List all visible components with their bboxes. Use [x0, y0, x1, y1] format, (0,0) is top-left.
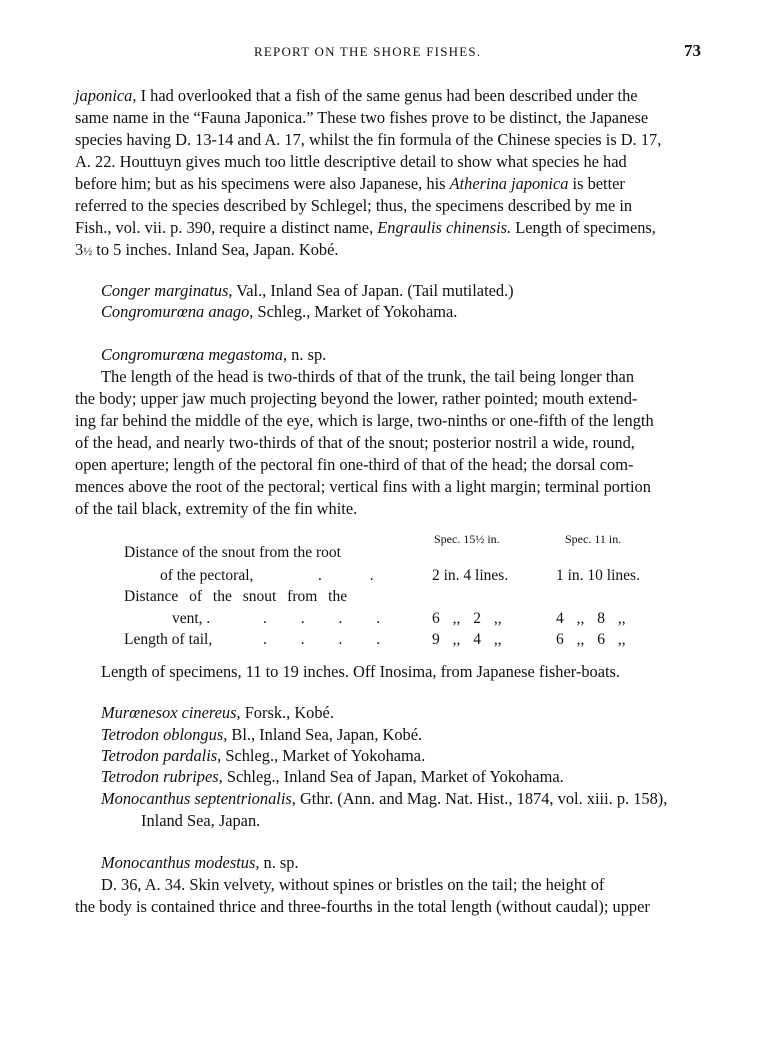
species-name: Tetrodon pardalis,	[101, 746, 222, 765]
species-entry: Monocanthus septentrionalis, Gthr. (Ann. and Mag. Nat. Hist., 1874, vol. xiii. p. 158),	[101, 789, 668, 808]
running-title: REPORT ON THE SHORE FISHES.	[254, 44, 482, 59]
table-row1-label-cont: of the pectoral,	[160, 567, 254, 584]
para1-line7: Fish., vol. vii. p. 390, require a distinct name, Engraulis chinensis. Length of specimens,	[75, 218, 656, 237]
table-row1-leader: . .	[318, 567, 374, 584]
specimens-note: Length of specimens, 11 to 19 inches. Off Inosima, from Japanese fisher-boats.	[101, 662, 621, 681]
species-name: Tetrodon oblongus,	[101, 725, 228, 744]
table-col2-header: Spec. 11 in.	[565, 532, 622, 546]
para1-line1: japonica, I had overlooked that a fish of the same genus had been described under the	[75, 86, 638, 105]
table-row3-col1: 9 ,, 4 ,,	[432, 631, 502, 648]
para1-line8: 3½ to 5 inches. Inland Sea, Japan. Kobé.	[75, 240, 339, 259]
species-name: Tetrodon rubripes,	[101, 767, 223, 786]
para1-line6: referred to the species described by Schlegel; thus, the specimens described by me in	[75, 196, 633, 215]
species-entry-cont: Inland Sea, Japan.	[141, 811, 261, 830]
species-entry: Murœnesox cinereus, Forsk., Kobé.	[101, 703, 334, 722]
species-name: Monocanthus septentrionalis,	[101, 789, 296, 808]
page-number: 73	[684, 41, 701, 60]
table-row2-col2: 4 ,, 8 ,,	[556, 610, 626, 627]
table-row3-col2: 6 ,, 6 ,,	[556, 631, 626, 648]
species-name: Congromurœna megastoma,	[101, 345, 288, 364]
species-heading: Congromurœna megastoma, n. sp.	[101, 345, 327, 364]
para2-line7: of the tail black, extremity of the fin white.	[75, 499, 358, 518]
table-row1-col2: 1 in. 10 lines.	[556, 567, 640, 584]
species-entry: Tetrodon pardalis, Schleg., Market of Yokohama.	[101, 746, 426, 765]
para2-line6: mences above the root of the pectoral; vertical fins with a light margin; terminal portion	[75, 477, 651, 496]
table-row2-label-cont: vent, .	[172, 610, 211, 627]
para3-line1: D. 36, A. 34. Skin velvety, without spines or bristles on the tail; the height of	[101, 875, 605, 894]
table-row3-label: Length of tail,	[124, 631, 213, 648]
table-row3-leader: . . . .	[263, 631, 381, 648]
para2-line2: the body; upper jaw much projecting beyond the lower, rather pointed; mouth extend-	[75, 389, 638, 408]
table-row1-label: Distance of the snout from the root	[124, 544, 341, 561]
para2-line3: ing far behind the middle of the eye, which is large, two-ninths or one-fifth of the length	[75, 411, 654, 430]
para2-line1: The length of the head is two-thirds of that of the trunk, the tail being longer than	[101, 367, 635, 386]
para1-line2: same name in the “Fauna Japonica.” These two fishes prove to be distinct, the Japanese	[75, 108, 649, 127]
table-row2-leader: . . . .	[263, 610, 381, 627]
para1-line5: before him; but as his specimens were also Japanese, his Atherina japonica is better	[75, 174, 625, 193]
para2-line4: of the head, and nearly two-thirds of that of the snout; posterior nostril a wide, round,	[75, 433, 635, 452]
para2-line5: open aperture; length of the pectoral fin one-third of that of the head; the dorsal com-	[75, 455, 634, 474]
table-row1-col1: 2 in. 4 lines.	[432, 567, 509, 584]
species-name: Murœnesox cinereus,	[101, 703, 241, 722]
species-heading: Monocanthus modestus, n. sp.	[101, 853, 299, 872]
table-col1-header: Spec. 15½ in.	[434, 532, 500, 546]
table-row2-label: Distance of the snout from the	[124, 588, 348, 605]
species-name: Conger marginatus,	[101, 281, 233, 300]
species-entry: Congromurœna anago, Schleg., Market of Yokohama.	[101, 302, 458, 321]
para1-line4: A. 22. Houttuyn gives much too little descriptive detail to show what species he had	[75, 152, 627, 171]
species-name: Monocanthus modestus,	[101, 853, 260, 872]
italic-term: japonica,	[75, 86, 137, 105]
italic-term: Engraulis chinensis.	[377, 218, 512, 237]
species-entry: Tetrodon oblongus, Bl., Inland Sea, Japan, Kobé.	[101, 725, 423, 744]
species-entry: Conger marginatus, Val., Inland Sea of Japan. (Tail mutilated.)	[101, 281, 514, 300]
italic-term: Atherina japonica	[449, 174, 569, 193]
para1-line3: species having D. 13-14 and A. 17, whilst the fin formula of the Chinese species is D. 17,	[75, 130, 662, 149]
running-header	[0, 41, 776, 68]
species-name: Congromurœna anago,	[101, 302, 254, 321]
para3-line2: the body is contained thrice and three-fourths in the total length (without caudal); upper	[75, 897, 650, 916]
fraction: ½	[83, 244, 93, 258]
table-row2-col1: 6 ,, 2 ,,	[432, 610, 502, 627]
species-entry: Tetrodon rubripes, Schleg., Inland Sea of Japan, Market of Yokohama.	[101, 767, 564, 786]
